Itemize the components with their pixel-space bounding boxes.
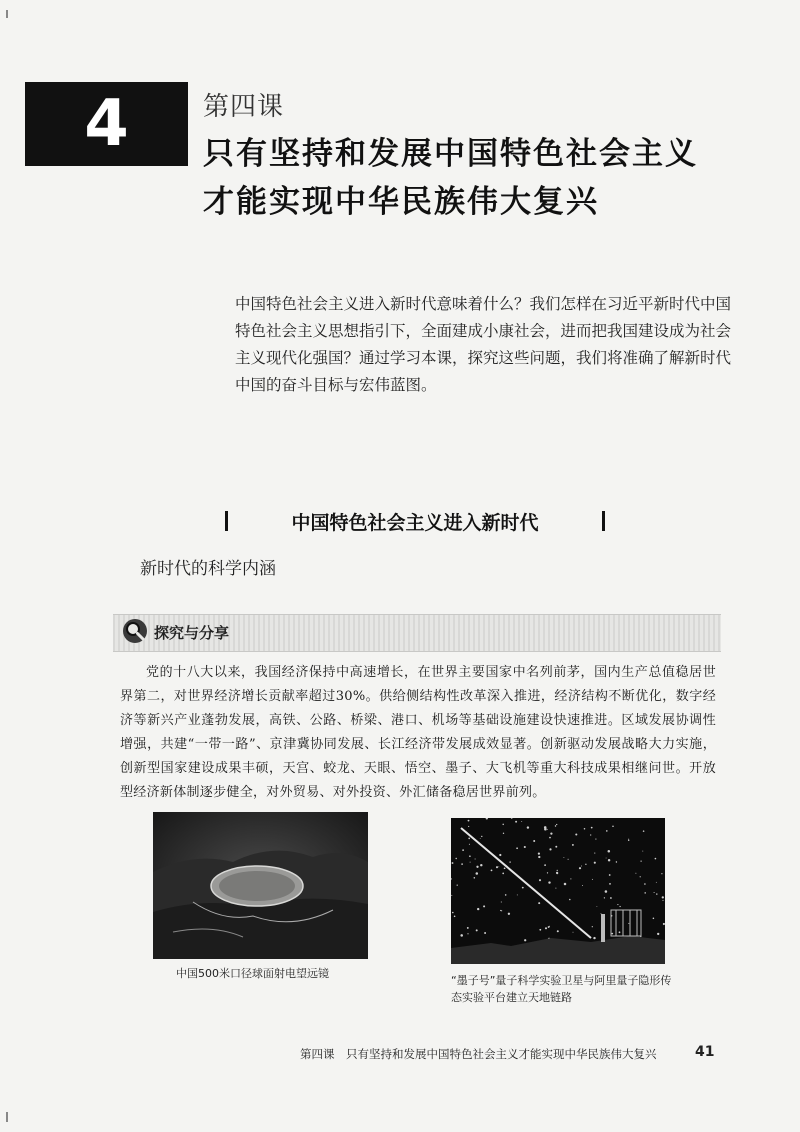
star-dot [575, 833, 577, 835]
star-dot [475, 859, 476, 860]
star-dot [628, 839, 629, 840]
heading-bar-right [602, 511, 605, 531]
night-sky-illustration [451, 818, 665, 964]
star-dot [556, 824, 557, 825]
star-dot [469, 855, 471, 857]
chapter-number: 4 [84, 87, 129, 161]
star-dot [468, 826, 469, 827]
star-dot [563, 857, 564, 858]
section-heading-text: 中国特色社会主义进入新时代 [291, 511, 539, 534]
star-dot [594, 853, 595, 854]
star-dot [539, 879, 541, 881]
star-dot [569, 899, 571, 901]
lesson-title-line-2: 才能实现中华民族伟大复兴 [203, 184, 599, 220]
star-dot [581, 866, 582, 867]
star-dot [467, 927, 469, 929]
star-dot [592, 879, 593, 880]
star-dot [527, 826, 529, 828]
star-dot [606, 830, 608, 832]
figure-caption-satellite: “墨子号”量子科学实验卫星与阿里量子隐形传态实验平台建立天地链路 [451, 974, 672, 1004]
star-dot [549, 837, 551, 839]
star-dot [539, 929, 541, 931]
star-dot [547, 872, 548, 873]
star-dot [496, 866, 498, 868]
star-dot [500, 910, 501, 911]
star-dot [628, 923, 629, 924]
star-dot [644, 883, 646, 885]
star-dot [568, 859, 569, 860]
telescope-illustration [153, 812, 368, 959]
star-dot [594, 862, 596, 864]
star-dot [608, 850, 611, 853]
star-dot [481, 836, 482, 837]
star-dot [476, 929, 478, 931]
star-dot [516, 847, 518, 849]
star-dot [549, 848, 551, 850]
star-dot [557, 930, 559, 932]
star-dot [470, 862, 471, 863]
star-dot [570, 878, 571, 879]
star-dot [521, 821, 522, 822]
star-dot [502, 873, 504, 875]
star-dot [538, 853, 540, 855]
star-dot [662, 900, 663, 901]
explore-body-text: 党的十八大以来，我国经济保持中高速增长，在世界主要国家中名列前茅，国内生产总值稳居世界第二，对世界经济增长贡献率超过30%。供给侧结构性改革深入推进，经济结构不断优化，数字经济等新兴产业蓬勃发展，高铁、公路、桥梁、港口、机场等基础设施建设快速推进。区域发展协调性增强，共建“一带一路”、京津冀协同发展、长江经济带发展成效显著。创新驱动发展战略大力实施，创新型国家建设成果丰硕，天宫、蛟龙、天眼、悟空、墨子、大飞机等重大科技成果相继问世。开放型经济新体制逐步健全，对外贸易、对外投资、外汇储备稳居世界前列。 [120, 665, 716, 800]
star-dot [644, 892, 646, 894]
star-dot [460, 934, 463, 937]
star-dot [590, 834, 591, 835]
star-dot [502, 824, 503, 825]
star-dot [572, 844, 574, 846]
star-dot [656, 893, 657, 894]
star-dot [480, 864, 482, 866]
star-dot [662, 896, 664, 898]
star-dot [476, 872, 479, 875]
star-dot [654, 892, 655, 893]
star-dot [573, 932, 574, 933]
star-dot [605, 890, 608, 893]
star-dot [524, 939, 526, 941]
star-dot [533, 840, 535, 842]
lesson-title-line-1: 只有坚持和发展中国特色社会主义 [203, 136, 698, 172]
star-dot [564, 883, 567, 886]
star-dot [461, 863, 463, 865]
explore-label: 探究与分享 [154, 624, 230, 642]
star-dot [550, 832, 552, 834]
star-dot [484, 932, 486, 934]
star-dot [477, 908, 479, 910]
star-dot [501, 901, 502, 902]
star-dot [455, 858, 456, 859]
star-dot [592, 926, 593, 927]
star-dot [556, 873, 558, 875]
star-dot [505, 894, 507, 896]
lesson-label: 第四课 [203, 92, 285, 122]
star-dot [545, 927, 547, 929]
star-dot [604, 897, 605, 898]
star-dot [498, 866, 499, 867]
star-dot [619, 931, 621, 933]
star-dot [591, 827, 593, 829]
star-dot [643, 830, 645, 832]
star-dot [457, 884, 458, 885]
star-dot [619, 906, 620, 907]
star-dot [468, 820, 470, 822]
star-dot [584, 828, 586, 830]
star-dot [653, 918, 655, 920]
star-dot [517, 894, 518, 895]
star-dot [610, 897, 612, 899]
star-dot [462, 849, 464, 851]
star-dot [606, 858, 607, 859]
star-dot [555, 888, 556, 889]
star-dot [596, 906, 597, 907]
star-dot [595, 839, 596, 840]
star-dot [451, 895, 452, 896]
star-dot [544, 826, 547, 829]
page-number: 41 [695, 1044, 715, 1060]
star-dot [467, 933, 468, 934]
star-dot [522, 887, 524, 889]
star-dot [538, 856, 540, 858]
star-dot [657, 933, 659, 935]
lesson-intro: 中国特色社会主义进入新时代意味着什么？我们怎样在习近平新时代中国特色社会主义思想指引下，全面建成小康社会，进而把我国建设成为社会主义现代化强国？通过学习本课，探究这些问题，我们将准确了解新时代中国的奋斗目标与宏伟蓝图。 [235, 295, 732, 394]
telescope-photo [153, 812, 368, 959]
star-dot [483, 905, 485, 907]
star-dot [538, 902, 540, 904]
star-dot [661, 873, 662, 874]
star-dot [582, 885, 583, 886]
star-dot [476, 866, 478, 868]
scan-edge-mark [6, 1112, 8, 1122]
figure-caption-telescope: 中国500米口径球面射电望远镜 [176, 967, 329, 980]
star-dot [579, 867, 581, 869]
star-dot [655, 858, 657, 860]
star-dot [474, 877, 476, 879]
star-dot [454, 916, 456, 918]
star-dot [509, 861, 510, 862]
star-dot [469, 844, 470, 845]
star-dot [628, 840, 629, 841]
subsection-heading: 新时代的科学内涵 [140, 559, 276, 579]
star-dot [635, 873, 636, 874]
heading-bar-left [225, 511, 228, 531]
star-dot [555, 825, 556, 826]
star-dot [549, 926, 550, 927]
star-dot [548, 881, 550, 883]
star-dot [608, 859, 610, 861]
star-dot [612, 826, 614, 828]
star-dot [480, 838, 481, 839]
star-dot [640, 876, 641, 877]
star-dot [593, 937, 595, 939]
star-dot [499, 854, 501, 856]
star-dot [640, 860, 641, 861]
scan-edge-mark [6, 10, 8, 18]
star-dot [508, 913, 510, 915]
section-heading [225, 506, 605, 536]
star-dot [503, 833, 504, 834]
chapter-number-box [25, 82, 188, 166]
star-dot [452, 912, 454, 914]
magnifier-icon [121, 617, 149, 645]
star-dot [656, 882, 657, 883]
star-dot [609, 874, 611, 876]
star-dot [491, 870, 493, 872]
star-dot [642, 851, 643, 852]
star-dot [547, 829, 548, 830]
star-dot [617, 904, 618, 905]
star-dot [585, 864, 586, 865]
star-dot [504, 867, 506, 869]
star-dot [524, 846, 526, 848]
star-dot [515, 821, 517, 823]
star-dot [616, 861, 617, 862]
running-footer: 第四课 只有坚持和发展中国特色社会主义才能实现中华民族伟大复兴 [300, 1047, 657, 1061]
star-dot [555, 846, 557, 848]
satellite-photo [451, 818, 665, 964]
star-dot [452, 862, 454, 864]
star-dot [612, 933, 614, 935]
star-dot [557, 870, 558, 871]
star-dot [663, 923, 665, 925]
star-dot [468, 838, 470, 840]
star-dot [544, 864, 546, 866]
star-dot [609, 883, 611, 885]
